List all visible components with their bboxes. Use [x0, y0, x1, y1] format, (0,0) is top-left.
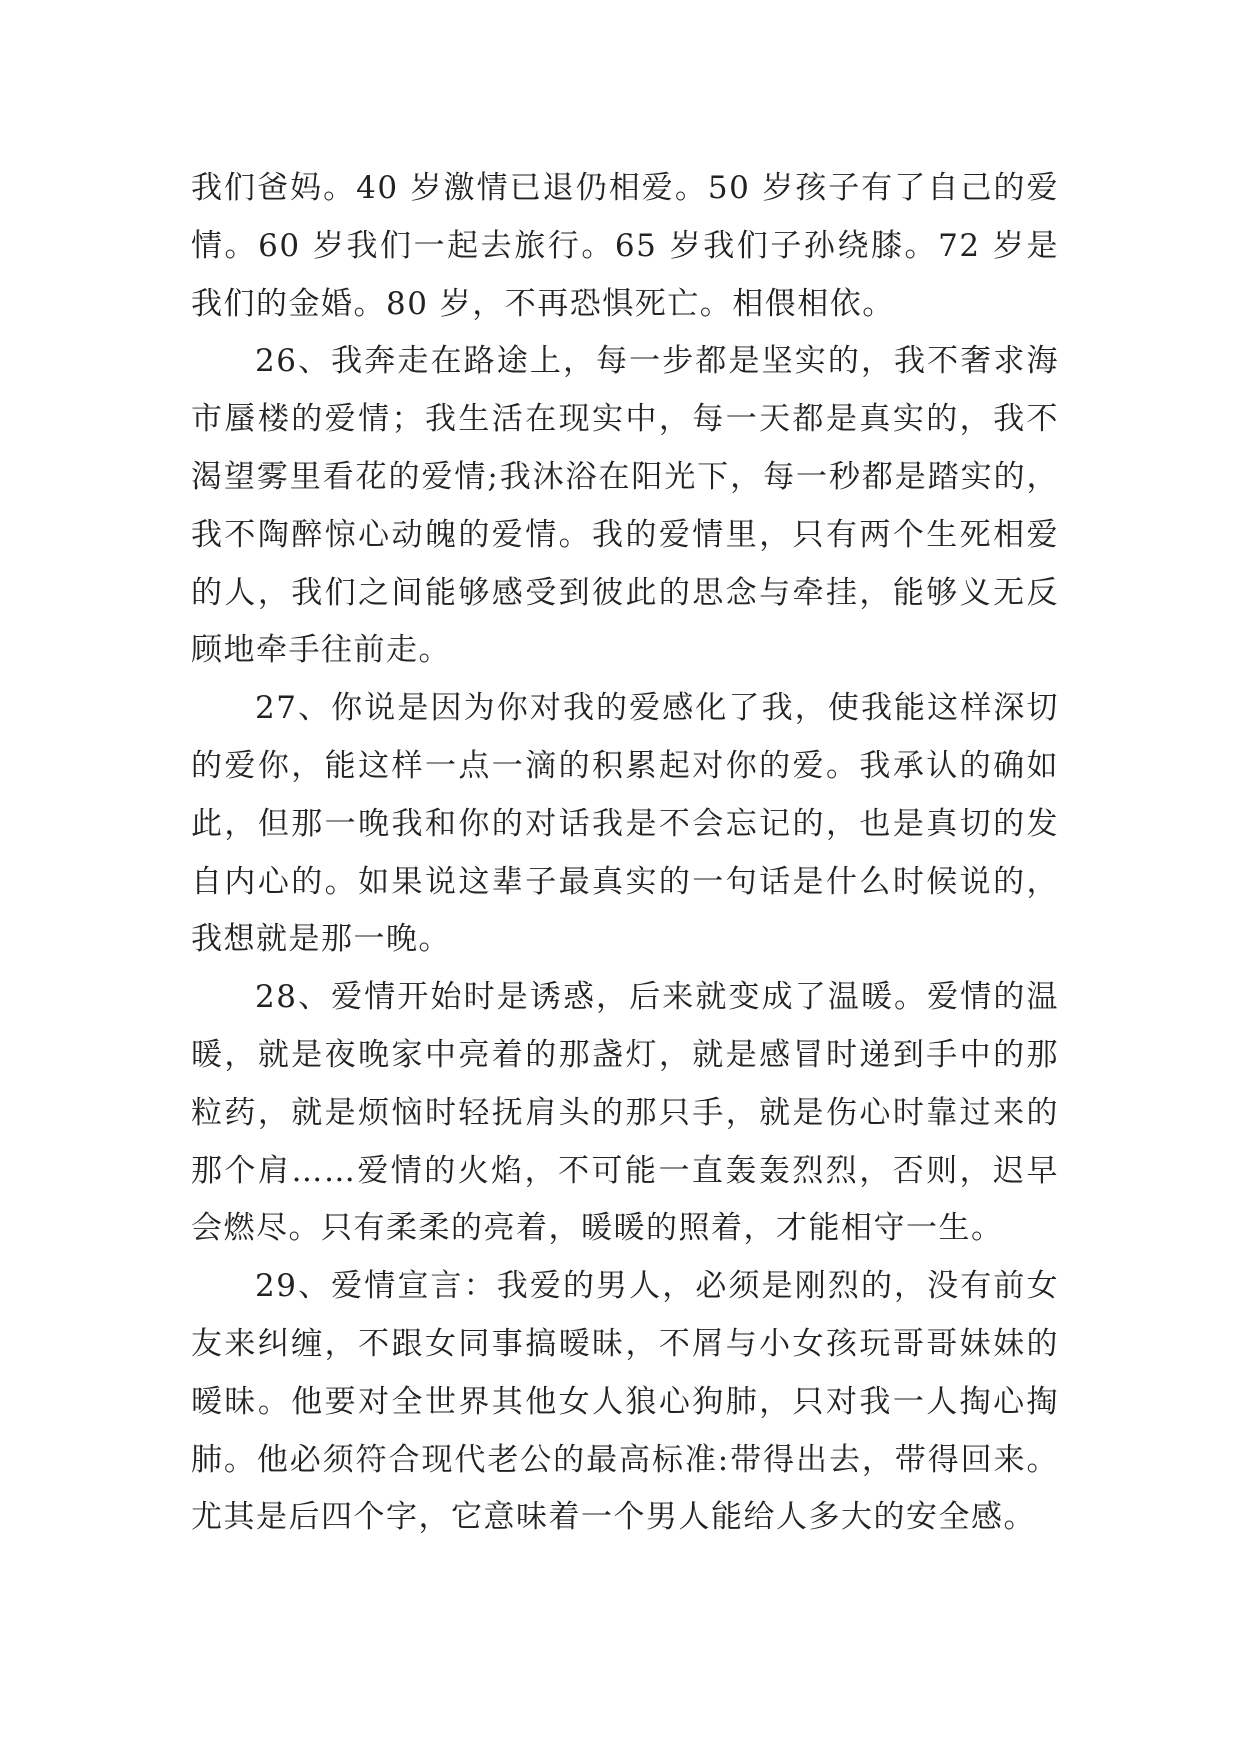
- paragraph-29: 29、爱情宣言：我爱的男人，必须是刚烈的，没有前女友来纠缠，不跟女同事搞暧昧，不屑与小女孩玩哥哥妹妹的暧昧。他要对全世界其他女人狼心狗肺，只对我一人掏心掏肺。他必须符合现代老公的最高标准:带得出去，带得回来。尤其是后四个字，它意味着一个男人能给人多大的安全感。: [191, 1268, 1059, 1536]
- paragraph-26: 26、我奔走在路途上，每一步都是坚实的，我不奢求海市蜃楼的爱情；我生活在现实中，每一天都是真实的，我不渴望雾里看花的爱情;我沐浴在阳光下，每一秒都是踏实的，我不陶醉惊心动魄的爱情。我的爱情里，只有两个生死相爱的人，我们之间能够感受到彼此的思念与牵挂，能够义无反顾地牵手往前走。: [191, 343, 1059, 669]
- paragraph-27: 27、你说是因为你对我的爱感化了我，使我能这样深切的爱你，能这样一点一滴的积累起对你的爱。我承认的确如此，但那一晚我和你的对话我是不会忘记的，也是真切的发自内心的。如果说这辈子最真实的一句话是什么时候说的，我想就是那一晚。: [191, 690, 1059, 958]
- paragraph-28: 28、爱情开始时是诱惑，后来就变成了温暖。爱情的温暖，就是夜晚家中亮着的那盏灯，就是感冒时递到手中的那粒药，就是烦恼时轻抚肩头的那只手，就是伤心时靠过来的那个肩……爱情的火焰，不可能一直轰轰烈烈，否则，迟早会燃尽。只有柔柔的亮着，暖暖的照着，才能相守一生。: [191, 979, 1059, 1247]
- body-text: [191, 160, 1059, 1547]
- paragraph-continued: 我们爸妈。40 岁激情已退仍相爱。50 岁孩子有了自己的爱情。60 岁我们一起去旅行。65 岁我们子孙绕膝。72 岁是我们的金婚。80 岁，不再恐惧死亡。相偎相依。: [191, 170, 1059, 322]
